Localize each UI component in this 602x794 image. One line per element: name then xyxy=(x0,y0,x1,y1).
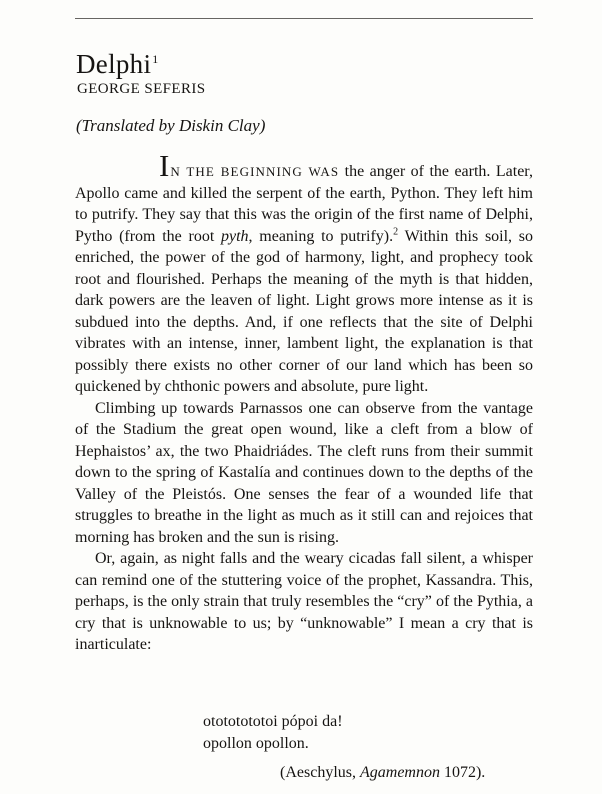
translator-line: (Translated by Diskin Clay) xyxy=(76,116,266,135)
footnote-ref-2: 2 xyxy=(393,226,399,238)
header-rule xyxy=(75,18,533,19)
raised-initial-cap: I xyxy=(159,148,171,183)
body-text xyxy=(75,148,534,656)
quote-line-1: otototototoi pópoi da! xyxy=(203,713,343,730)
page-title-text: Delphi xyxy=(76,49,152,80)
paragraph-2: Climbing up towards Parnassos one can observe from the vantage of the Stadium the great open wound, like a cleft from a blow of Hephaistos’ ax, the two Phaidriádes. The cleft runs from their summit down to the spring of Kastalía and continues down to the depths of the Valley of the Pleistós. One senses the fear of a wounded life that struggles to breathe in the light as much as it still can and rejoices that morning has broken and the sun is rising. xyxy=(75,399,533,546)
verse-quote xyxy=(203,711,343,754)
page-title xyxy=(76,49,159,80)
paragraph-1 xyxy=(75,148,534,398)
quote-line-2: opollon opollon. xyxy=(203,734,309,752)
author-name: GEORGE SEFERIS xyxy=(77,81,206,97)
paragraph-3: Or, again, as night falls and the weary cicadas fall silent, a whisper can remind one of the stuttering voice of the prophet, Kassandra. This, perhaps, is the only strain that truly resembles the “cry” of the Pythia, a cry that is unknowable to us; by “unknowable” I mean a cry that is inarticulate: xyxy=(75,550,533,653)
citation xyxy=(280,764,485,782)
title-footnote-ref: 1 xyxy=(152,52,159,67)
paragraph-1-text: the anger of the earth. Later, Apollo came and killed the serpent of the earth, Python. They left him to putrify. They say that this was the origin of the first name of Delphi, Pytho (from the root xyxy=(75,163,533,245)
citation-author: (Aeschylus, xyxy=(280,764,360,781)
citation-line-number: 1072). xyxy=(439,764,486,781)
paragraph-1-text: Within this soil, so enriched, the power of the god of harmony, light, and prophecy took root and flourished. Perhaps the meaning of the myth is that hidden, dark powers are the leaven of light. Light grows more intense as it is subdued into the depths. And, if one reflects that the site of Delphi vibrates with an intense, inner, lambent light, the explanation is that possibly there exists no other corner of our land which has been so quickened by chthonic powers and absolute, pure light. xyxy=(75,227,534,395)
opening-small-caps: N THE BEGINNING WAS xyxy=(170,164,340,179)
italic-word-pyth: pyth xyxy=(221,227,249,245)
paragraph-1-text: , meaning to putrify). xyxy=(248,227,394,245)
citation-work-title: Agamemnon xyxy=(359,764,440,781)
